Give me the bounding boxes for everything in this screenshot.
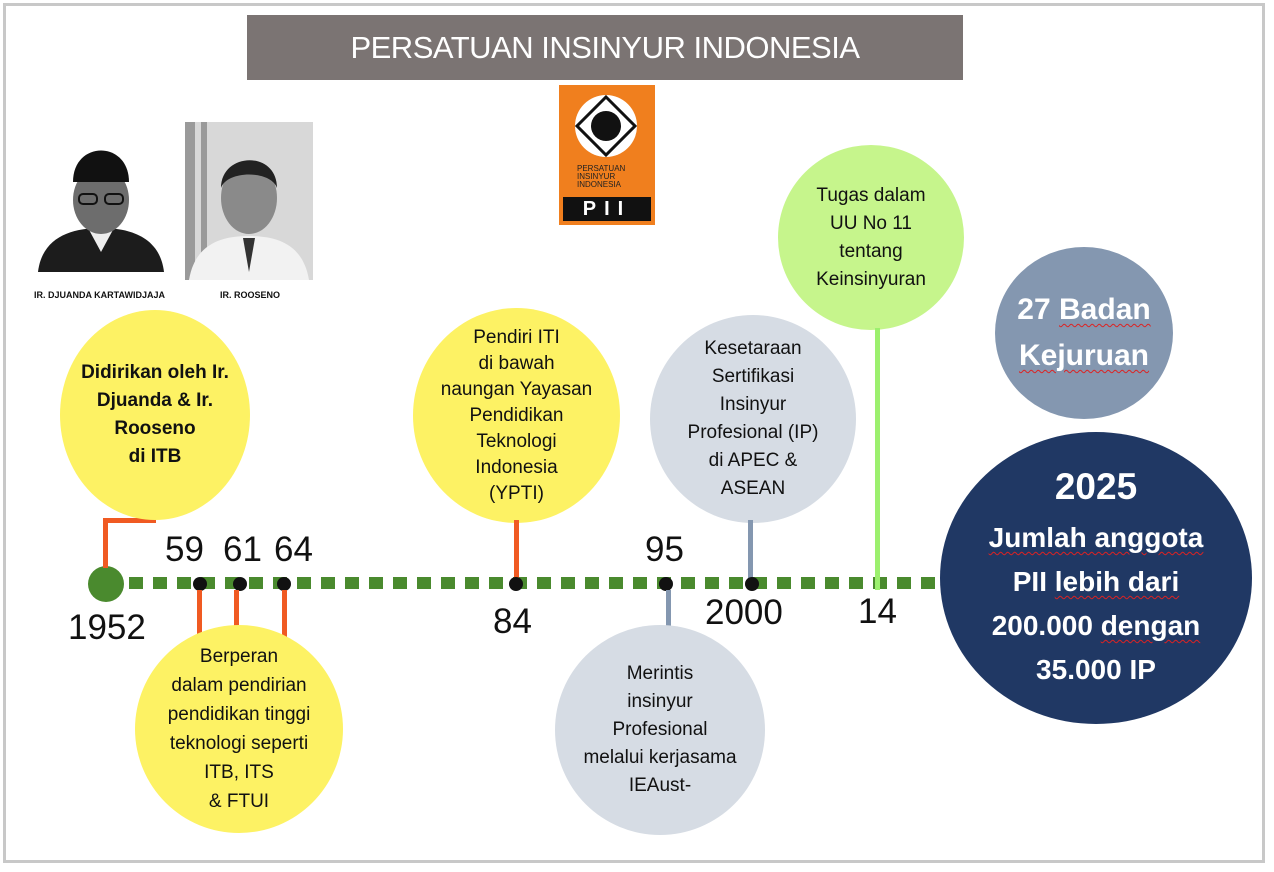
dot-64 bbox=[277, 577, 291, 591]
event-founding: Didirikan oleh Ir. Djuanda & Ir. Rooseno di ITB bbox=[60, 310, 250, 520]
dot-84 bbox=[509, 577, 523, 591]
year-84: 84 bbox=[493, 602, 532, 641]
event-apec: Kesetaraan Sertifikasi Insinyur Profesional (IP) di APEC & ASEAN bbox=[650, 315, 856, 523]
origin-marker bbox=[88, 566, 124, 602]
year-64: 64 bbox=[274, 530, 313, 569]
diamond-emblem-icon bbox=[573, 93, 639, 159]
event-badan-kejuruan: 27 Badan Kejuruan bbox=[995, 247, 1173, 419]
event-education: Berperan dalam pendirian pendidikan tinggi teknologi seperti ITB, ITS & FTUI bbox=[135, 625, 343, 833]
page-title: PERSATUAN INSINYUR INDONESIA bbox=[350, 29, 860, 65]
year-95: 95 bbox=[645, 530, 684, 569]
logo-pii-bar: PII bbox=[563, 197, 651, 221]
dot-95 bbox=[659, 577, 673, 591]
connector-84 bbox=[514, 520, 519, 580]
year-59: 59 bbox=[165, 530, 204, 569]
event-ieaust: Merintis insinyur Profesional melalui kerjasama IEAust- bbox=[555, 625, 765, 835]
target-year: 2025 bbox=[1054, 466, 1138, 507]
event-target-2025 bbox=[940, 432, 1252, 724]
portrait-rooseno bbox=[185, 122, 313, 280]
year-1952: 1952 bbox=[68, 608, 146, 647]
title-banner bbox=[247, 15, 963, 80]
event-iti: Pendiri ITI di bawah naungan Yayasan Pendidikan Teknologi Indonesia (YPTI) bbox=[413, 308, 620, 523]
dot-59 bbox=[193, 577, 207, 591]
dot-61 bbox=[233, 577, 247, 591]
caption-rooseno: IR. ROOSENO bbox=[220, 290, 281, 300]
connector-61 bbox=[234, 590, 239, 628]
target-text: Jumlah anggota PII lebih dari 200.000 dengan 35.000 IP bbox=[988, 522, 1204, 685]
caption-djuanda: IR. DJUANDA KARTAWIDJAJA bbox=[34, 290, 166, 300]
connector-95 bbox=[666, 590, 671, 630]
founding-connector bbox=[103, 518, 108, 568]
connector-59 bbox=[197, 590, 202, 634]
connector-14 bbox=[875, 328, 880, 590]
event-uu-keinsinyuran: Tugas dalam UU No 11 tentang Keinsinyuran bbox=[778, 145, 964, 330]
year-14: 14 bbox=[858, 592, 897, 631]
year-61: 61 bbox=[223, 530, 262, 569]
pii-logo bbox=[559, 85, 655, 225]
dot-2000 bbox=[745, 577, 759, 591]
portrait-djuanda bbox=[30, 120, 172, 272]
timeline-dashed-line bbox=[105, 577, 943, 589]
logo-wordmark: PERSATUAN INSINYUR INDONESIA bbox=[577, 164, 626, 189]
connector-2000 bbox=[748, 520, 753, 582]
year-2000: 2000 bbox=[705, 593, 783, 632]
connector-64 bbox=[282, 590, 287, 640]
